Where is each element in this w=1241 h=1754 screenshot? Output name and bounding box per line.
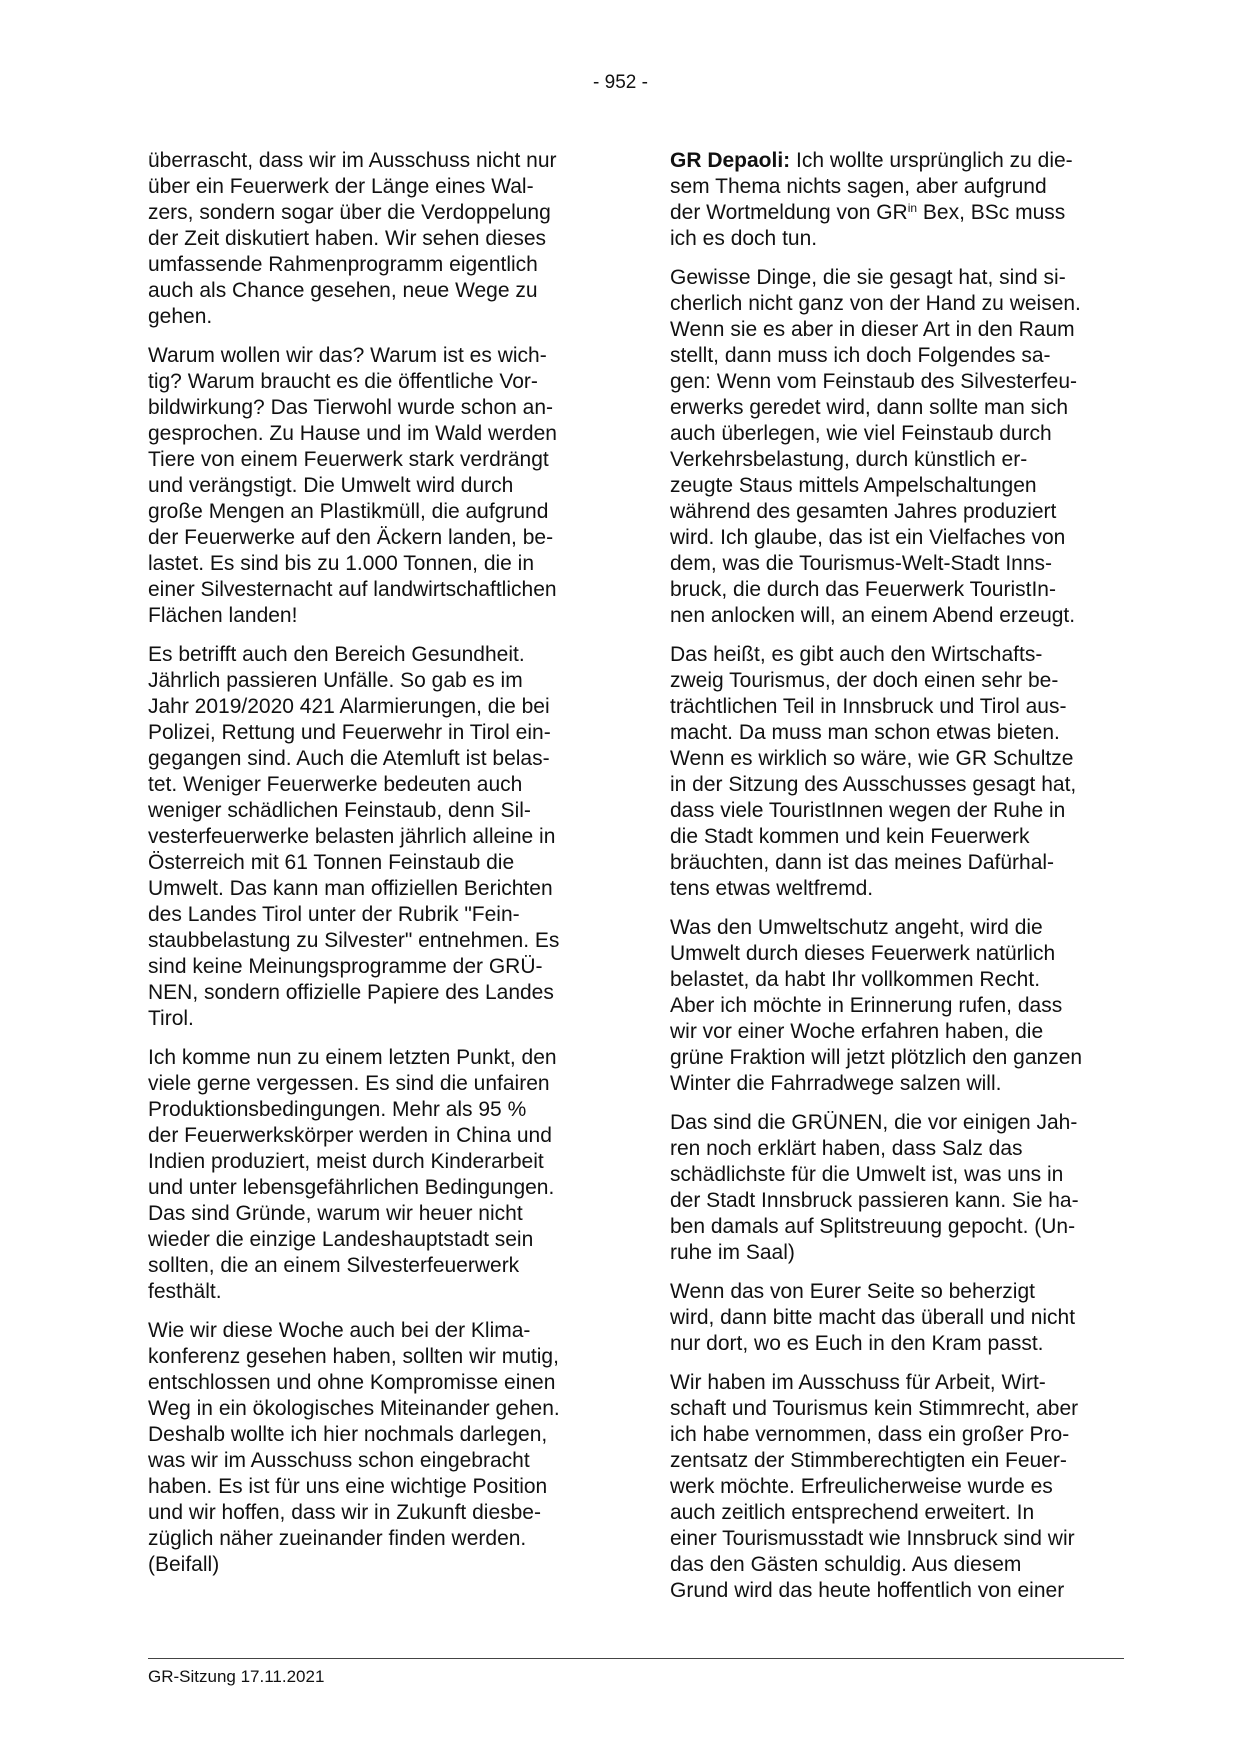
paragraph: Wenn das von Eurer Seite so beherzigt wird, dann bitte macht das überall und nicht nur dort, wo es Euch in den Kram passt. bbox=[670, 1280, 1076, 1355]
gender-superscript: in bbox=[907, 201, 918, 215]
paragraph: Wir haben im Ausschuss für Arbeit, Wirt- schaft und Tourismus kein Stimmrecht, aber ich habe vernommen, dass ein großer Pro- zentsatz der Stimmberechtigten ein Feuer- werk möchte. Erfreulicherweise wurde es auch zeitlich entsprechend erweitert. In einer Tourismusstadt wie Innsbruck sind wir das den Gästen schuldig. Aus diesem Grund wird das heute hoffentlich von einer bbox=[670, 1371, 1079, 1602]
paragraph: Wie wir diese Woche auch bei der Klima- konferenz gesehen haben, sollten wir mutig, entschlossen und ohne Kompromisse einen Weg in ein ökologisches Miteinander gehen. Deshalb wollte ich hier nochmals darlegen, was wir im Ausschuss schon eingebracht haben. Es ist für uns eine wichtige Position und wir hoffen, dass wir in Zukunft diesbe- züglich näher zueinander finden werden. (Beifall) bbox=[148, 1319, 560, 1576]
intro-text-continued: Bex, BSc muss ich es doch tun. bbox=[670, 201, 1066, 250]
right-column bbox=[670, 148, 1126, 1617]
speaker-label: GR Depaoli: bbox=[670, 149, 791, 172]
speaker-paragraph bbox=[670, 148, 1126, 252]
paragraph: Warum wollen wir das? Warum ist es wich- tig? Warum braucht es die öffentliche Vor- bildwirkung? Das Tierwohl wurde schon an- gesprochen. Zu Hause und im Wald werden Tiere von einem Feuerwerk stark verdrängt und verängstigt. Die Umwelt wird durch große Mengen an Plastikmüll, die aufgrund der Feuerwerke auf den Äckern landen, be- lastet. Es sind bis zu 1.000 Tonnen, die in einer Silvesternacht auf landwirtschaftlichen Flächen landen! bbox=[148, 344, 557, 627]
paragraph: Ich komme nun zu einem letzten Punkt, den viele gerne vergessen. Es sind die unfairen Produktionsbedingungen. Mehr als 95 % der Feuerwerkskörper werden in China und Indien produziert, meist durch Kinderarbeit und unter lebensgefährlichen Bedingungen. Das sind Gründe, warum wir heuer nicht wieder die einzige Landeshauptstadt sein sollten, die an einem Silvesterfeuerwerk festhält. bbox=[148, 1046, 557, 1303]
page-number: - 952 - bbox=[593, 72, 648, 93]
footer-session-label: GR-Sitzung 17.11.2021 bbox=[148, 1667, 325, 1686]
paragraph: Es betrifft auch den Bereich Gesundheit. Jährlich passieren Unfälle. So gab es im Jahr 2019/2020 421 Alarmierungen, die bei Polizei, Rettung und Feuerwehr in Tirol ein- gegangen sind. Auch die Atemluft ist belas- tet. Weniger Feuerwerke bedeuten auch weniger schädlichen Feinstaub, denn Sil- vesterfeuerwerke belasten jährlich alleine in Österreich mit 61 Tonnen Feinstaub die Umwelt. Das kann man offiziellen Berichten des Landes Tirol unter der Rubrik "Fein- staubbelastung zu Silvester" entnehmen. Es sind keine Meinungsprogramme der GRÜ- NEN, sondern offizielle Papiere des Landes Tirol. bbox=[148, 643, 560, 1030]
paragraph: Das sind die GRÜNEN, die vor einigen Jah- ren noch erklärt haben, dass Salz das schädlichste für die Umwelt ist, was uns in der Stadt Innsbruck passieren kann. Sie ha- ben damals auf Splitstreuung gepocht. (Un- ruhe im Saal) bbox=[670, 1111, 1079, 1264]
paragraph: Was den Umweltschutz angeht, wird die Umwelt durch dieses Feuerwerk natürlich belastet, da habt Ihr vollkommen Recht. Aber ich möchte in Erinnerung rufen, dass wir vor einer Woche erfahren haben, die grüne Fraktion will jetzt plötzlich den ganzen Winter die Fahrradwege salzen will. bbox=[670, 916, 1083, 1095]
paragraph: überrascht, dass wir im Ausschuss nicht nur über ein Feuerwerk der Länge eines Wal- zers, sondern sogar über die Verdoppelung der Zeit diskutiert haben. Wir sehen dieses umfassende Rahmenprogramm eigentlich auch als Chance gesehen, neue Wege zu gehen. bbox=[148, 149, 557, 328]
paragraph: Das heißt, es gibt auch den Wirtschafts- zweig Tourismus, der doch einen sehr be- trächtlichen Teil in Innsbruck und Tirol aus- macht. Da muss man schon etwas bieten. Wenn es wirklich so wäre, wie GR Schultze in der Sitzung des Ausschusses gesagt hat, dass viele TouristInnen wegen der Ruhe in die Stadt kommen und kein Feuerwerk bräuchten, dann ist das meines Dafürhal- tens etwas weltfremd. bbox=[670, 643, 1077, 900]
intro-text: Ich wollte ursprünglich zu die- sem Thema nichts sagen, aber aufgrund der Wortmeldung von GR bbox=[670, 149, 1073, 224]
footer-divider bbox=[148, 1658, 1124, 1659]
paragraph: Gewisse Dinge, die sie gesagt hat, sind si- cherlich nicht ganz von der Hand zu weisen. Wenn sie es aber in dieser Art in den Raum stellt, dann muss ich doch Folgendes sa- gen: Wenn vom Feinstaub des Silvesterfeu- erwerks geredet wird, dann sollte man sich auch überlegen, wie viel Feinstaub durch Verkehrsbelastung, durch künstlich er- zeugte Staus mittels Ampelschaltungen während des gesamten Jahres produziert wird. Ich glaube, das ist ein Vielfaches von dem, was die Tourismus-Welt-Stadt Inns- bruck, die durch das Feuerwerk TouristIn- nen anlocken will, an einem Abend erzeugt. bbox=[670, 266, 1081, 627]
left-column bbox=[148, 148, 604, 1591]
